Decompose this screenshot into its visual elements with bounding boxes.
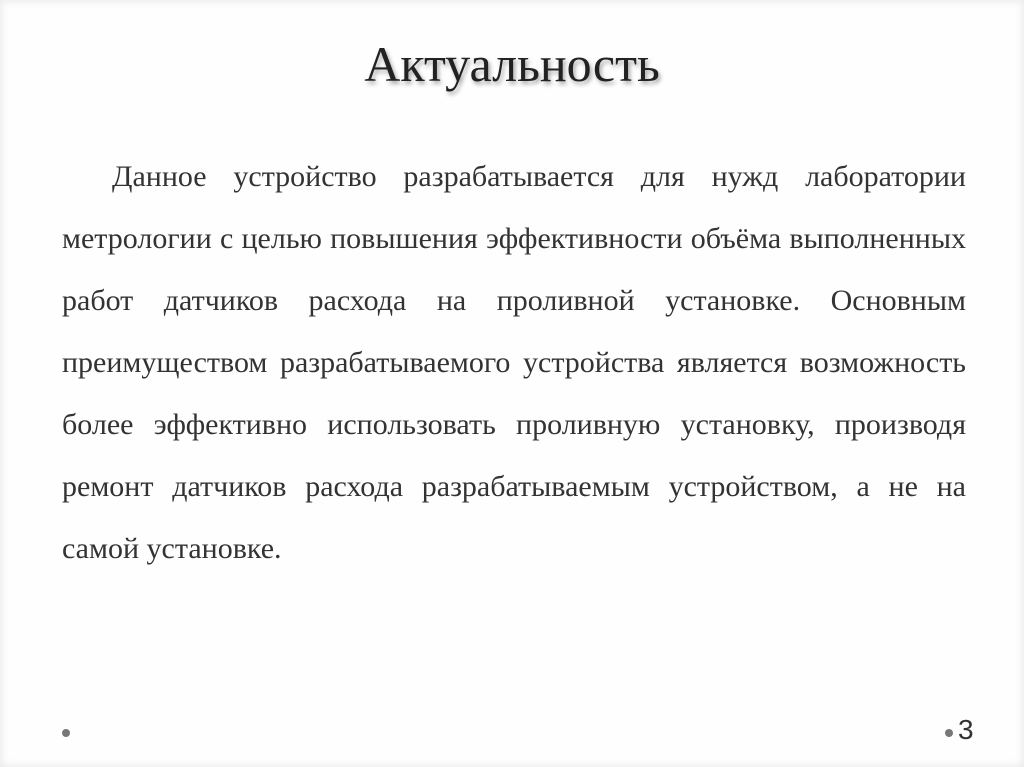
slide-title: Актуальность <box>364 36 660 92</box>
slide-body-text: Данное устройство разрабатывается для нужд лаборатории метрологии с целью повышения эффективности объёма выполненных работ датчиков расхода на проливной установке. Основным преимуществом разрабатываемого устройства является возможность более эффективно использовать проливную установку, производя ремонт датчиков расхода разрабатываемым устройством, а не на самой установке. <box>62 160 966 565</box>
bullet-dot-icon <box>945 729 953 737</box>
page-number: 3 <box>958 714 974 745</box>
bullet-dot-icon <box>62 729 70 737</box>
